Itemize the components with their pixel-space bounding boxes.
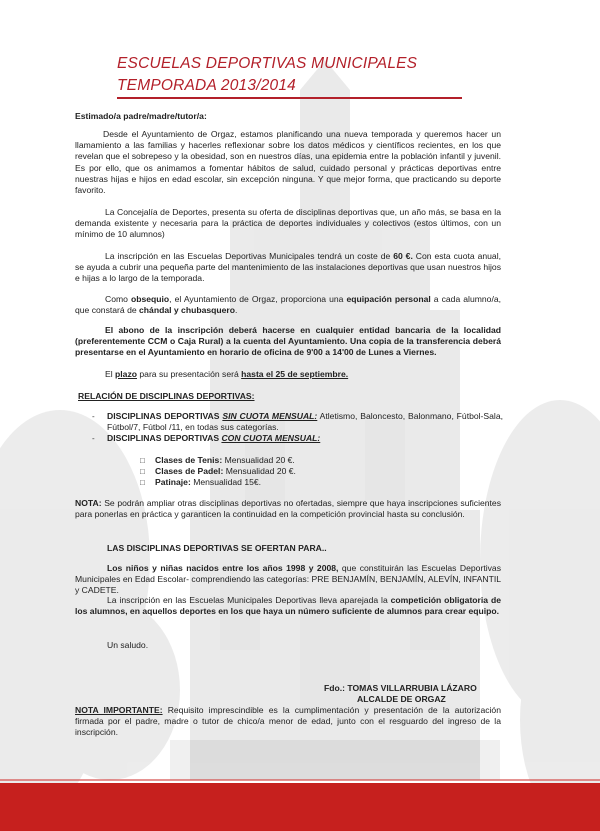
sub-item-skating: Patinaje: Mensualidad 15€. bbox=[155, 477, 262, 487]
bullet-square-icon: □ bbox=[140, 456, 145, 465]
offered-heading: LAS DISCIPLINAS DEPORTIVAS SE OFERTAN PARA.. bbox=[107, 543, 327, 553]
list-item-no-fee: DISCIPLINAS DEPORTIVAS SIN CUOTA MENSUAL: Atletismo, Baloncesto, Balonmano, Fútbol-Sala, Fútbol/7, Fútbol /11, en todas sus categorías. bbox=[107, 411, 503, 433]
page-subtitle bbox=[117, 76, 296, 96]
greeting: Estimado/a padre/madre/tutor/a: bbox=[75, 111, 207, 121]
sub-item-padel: Clases de Padel: Mensualidad 20 €. bbox=[155, 466, 296, 476]
paragraph-fee: La inscripción en las Escuelas Deportivas Municipales tendrá un coste de 60 €. Con esta cuota anual, se ayuda a cubrir una pequeña parte del mantenimiento de las instalaciones deportivas que usan nuestros hijos e hijas a lo largo de la temporada. bbox=[75, 251, 501, 284]
paragraph-deadline: El plazo para su presentación será hasta el 25 de septiembre. bbox=[105, 369, 349, 379]
bullet-square-icon: □ bbox=[140, 478, 145, 487]
paragraph-payment: El abono de la inscripción deberá hacerse en cualquier entidad bancaria de la localidad (preferentemente CCM o Caja Rural) a la cuenta del Ayuntamiento. Una copia de la transferencia deberá presentarse en el Ayuntamiento en horario de oficina de 9'00 a 14'00 de Lunes a Viernes. bbox=[75, 325, 501, 358]
list-item-with-fee: DISCIPLINAS DEPORTIVAS CON CUOTA MENSUAL: bbox=[107, 433, 321, 443]
sub-item-tennis: Clases de Tenis: Mensualidad 20 €. bbox=[155, 455, 295, 465]
paragraph-intro: Desde el Ayuntamiento de Orgaz, estamos planificando una nueva temporada y queremos hacer un llamamiento a las familias y hacerles reflexionar sobre los datos médicos y científicos recientes, en los que revelan que el sobrepeso y la obesidad, son en nuestros días, una epidemia entre la población infantil y juvenil. Es por ello, que os animamos a fomentar hábitos de salud, cuidado personal y prácticas deportivas entre nuestras hijas e hijos en edad escolar, sin excepción ninguna. Y que mejor forma, que practicando su deporte favorito. bbox=[75, 129, 501, 196]
page-title bbox=[117, 54, 417, 74]
bullet-dash-icon: - bbox=[92, 434, 95, 443]
closing: Un saludo. bbox=[107, 640, 149, 650]
bullet-dash-icon: - bbox=[92, 412, 95, 421]
section-heading: RELACIÓN DE DISCIPLINAS DEPORTIVAS: bbox=[78, 391, 255, 401]
footer-band bbox=[0, 783, 600, 831]
title-line-2: TEMPORADA 2013/2014 bbox=[117, 77, 296, 94]
signature-title: ALCALDE DE ORGAZ bbox=[357, 694, 446, 704]
signature-name: Fdo.: TOMAS VILLARRUBIA LÁZARO bbox=[324, 683, 477, 693]
footer-divider bbox=[0, 779, 600, 781]
bullet-square-icon: □ bbox=[140, 467, 145, 476]
note-additional-sports: NOTA: Se podrán ampliar otras disciplinas deportivas no ofertadas, siempre que haya inscripciones suficientes para ponerlas en práctica y garanticen la continuidad en la competición provincial hasta su conclusión. bbox=[75, 498, 501, 520]
paragraph-gift: Como obsequio, el Ayuntamiento de Orgaz, proporciona una equipación personal a cada alumno/a, que constará de chándal y chubasquero. bbox=[75, 294, 502, 316]
paragraph-ages: Los niños y niñas nacidos entre los años 1998 y 2008, que constituirán las Escuelas Deportivas Municipales en Edad Escolar- comprendiendo las categorías: PRE BENJAMÍN, BENJAMÍN, ALEVÍN, INFANTIL y CADETE. bbox=[75, 563, 501, 596]
note-important: NOTA IMPORTANTE: Requisito imprescindible es la cumplimentación y presentación de la autorización firmada por el padre, madre o tutor de chico/a menor de edad, junto con el resguardo del ingreso de la inscripción. bbox=[75, 705, 501, 738]
fee-amount: 60 €. bbox=[393, 251, 413, 261]
title-line-1: ESCUELAS DEPORTIVAS MUNICIPALES bbox=[117, 55, 418, 72]
paragraph-competition: La inscripción en las Escuelas Municipales Deportivas lleva aparejada la competición obligatoria de los alumnos, en aquellos deportes en los que haya un número suficiente de alumnos para crear equipo. bbox=[75, 595, 501, 617]
paragraph-offer: La Concejalía de Deportes, presenta su oferta de disciplinas deportivas que, un año más, se basa en la demanda existente y necesaria para la práctica de deportes individuales y colectivos (estos últimos, con un mínimo de 10 alumnos) bbox=[75, 207, 501, 240]
title-rule bbox=[117, 97, 462, 99]
